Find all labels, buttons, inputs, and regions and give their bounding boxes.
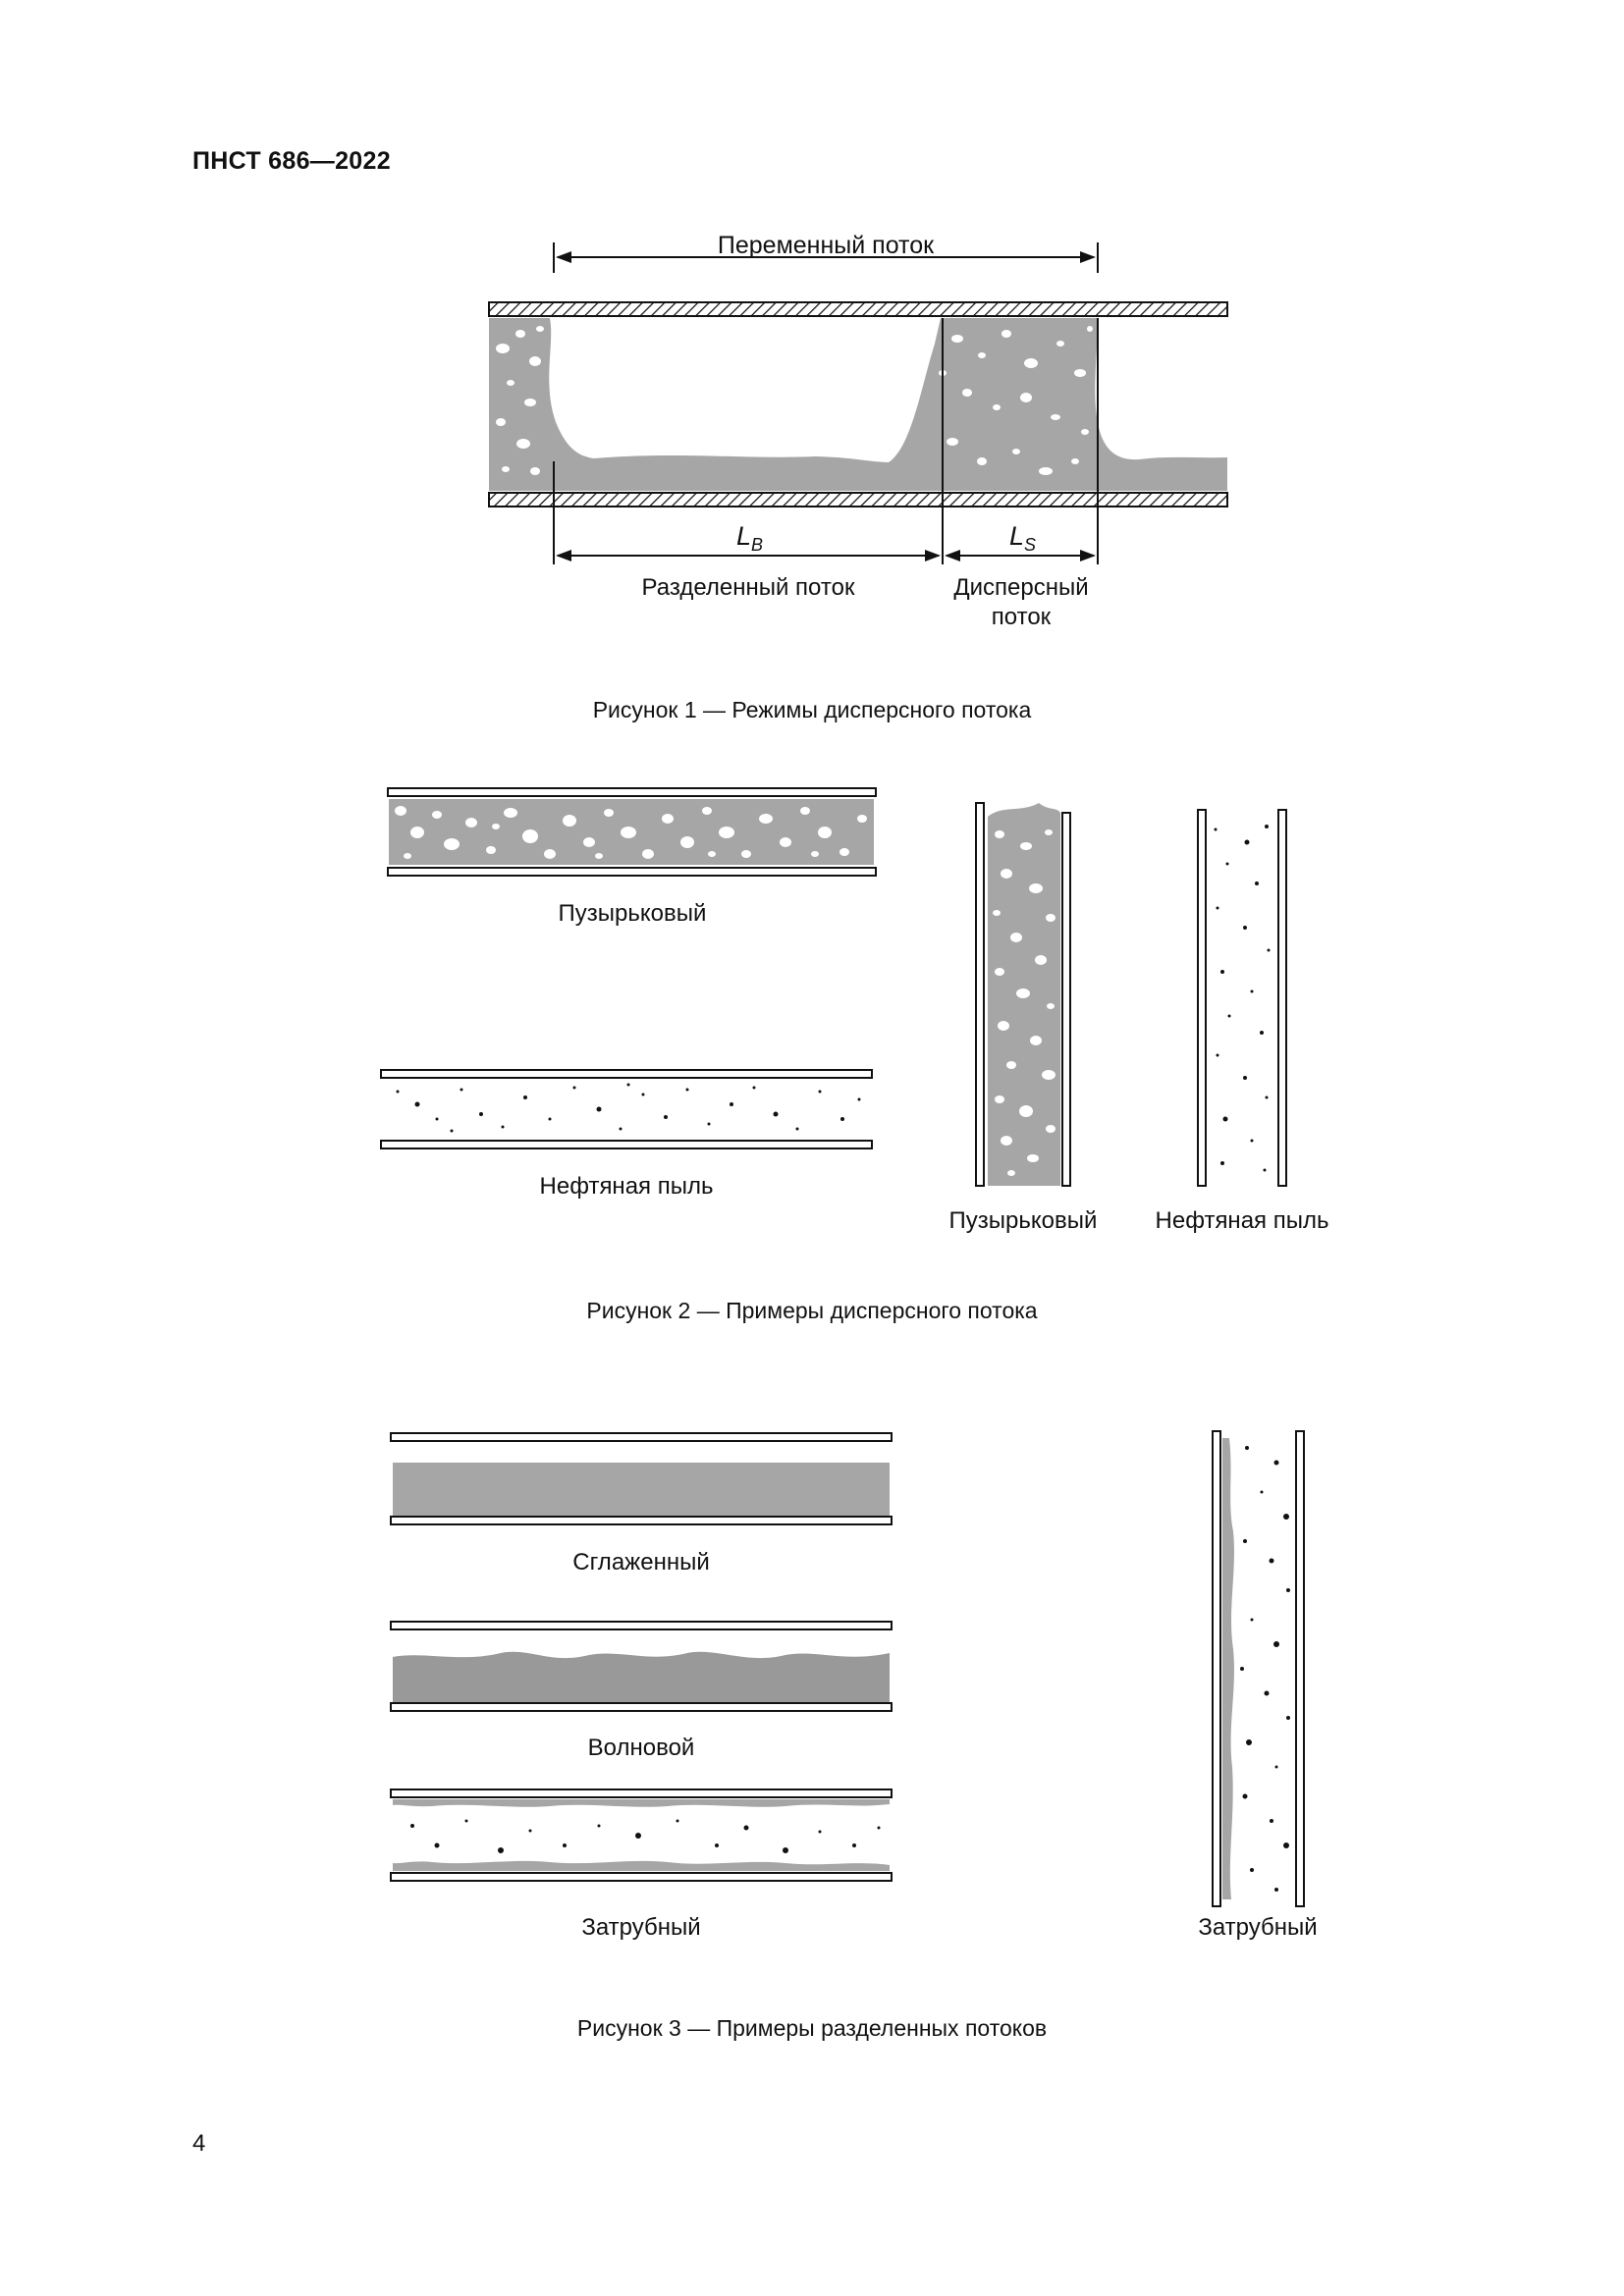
dispersed-flow-label-line2: поток: [991, 604, 1052, 630]
annular-horizontal-label: Затрубный: [581, 1914, 701, 1941]
figure3-wavy: [391, 1622, 892, 1711]
figure3-caption: Рисунок 3 — Примеры разделенных потоков: [576, 2015, 1048, 2041]
figure2-caption: Рисунок 2 — Примеры дисперсного потока: [586, 1298, 1038, 1323]
page-number: 4: [192, 2130, 206, 2157]
ls-label: $L_S$: [1009, 521, 1037, 555]
annular-vertical-label: Затрубный: [1198, 1914, 1318, 1941]
figure2-oilmist-horizontal: [381, 1070, 872, 1148]
wavy-flow-label: Волновой: [587, 1735, 695, 1761]
variable-flow-label: Переменный поток: [717, 232, 935, 259]
document-id: ПНСТ 686—2022: [192, 147, 391, 175]
figure3-annular-horizontal: [391, 1789, 892, 1881]
smooth-flow-label: Сглаженный: [572, 1549, 710, 1575]
figure2-bubble-vertical: [976, 803, 1070, 1186]
figure1-diagram: [489, 232, 1227, 564]
figure3-annular-vertical: [1213, 1431, 1304, 1906]
oilmist-horizontal-label: Нефтяная пыль: [539, 1173, 714, 1200]
figure3-smooth: [391, 1433, 892, 1524]
figure2-oilmist-vertical: [1198, 810, 1286, 1186]
bubble-horizontal-label: Пузырьковый: [558, 900, 707, 927]
top-pipe-wall: [489, 302, 1227, 316]
oilmist-vertical-label: Нефтяная пыль: [1155, 1207, 1329, 1234]
separated-flow-label: Разделенный поток: [641, 574, 855, 601]
lb-label: $L_B$: [736, 521, 764, 555]
flow-fluid: [489, 318, 1227, 491]
bottom-pipe-wall: [489, 493, 1227, 507]
figure1-caption: Рисунок 1 — Режимы дисперсного потока: [592, 697, 1032, 722]
bubble-vertical-label: Пузырьковый: [948, 1207, 1098, 1234]
dispersed-flow-label-line1: Дисперсный: [953, 574, 1089, 601]
figure2-bubble-horizontal: [388, 788, 876, 876]
